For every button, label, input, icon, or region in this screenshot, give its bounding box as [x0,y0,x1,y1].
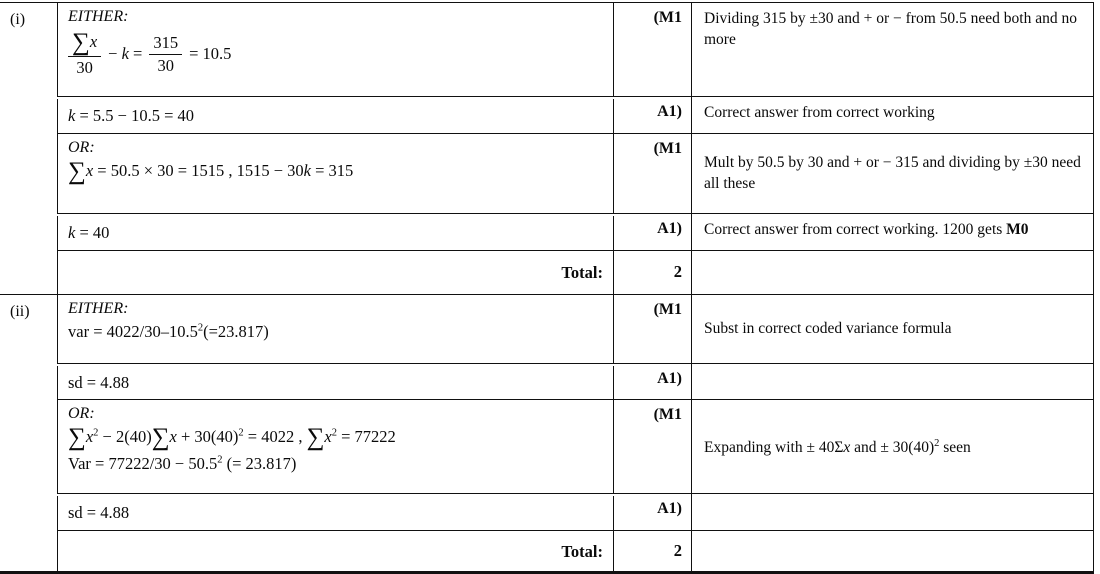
total-row [57,531,1093,571]
comment-cell [692,531,1093,571]
equation-middle: − k = [108,44,142,64]
working-cell [57,3,614,96]
comment-cell [692,134,1093,213]
either-label: EITHER: [68,300,603,318]
working-cell: sd = 4.88 [57,496,614,530]
working-cell: k = 5.5 − 10.5 = 40 [57,99,614,133]
comment-text: Expanding with ± 40Σx and ± $30(40)^2$ seen [704,437,971,459]
section-i-rows [57,3,1093,294]
comment-cell [692,400,1093,493]
part-label-i: (i) [0,3,57,294]
table-row [57,3,1093,97]
working-cell: k = 40 [57,216,614,250]
math-line [68,30,603,78]
fraction-numerator: 315 [149,33,182,55]
comment-cell [692,295,1093,363]
fraction [149,33,182,76]
working-cell [57,134,614,213]
mark-cell: A1) [614,214,692,250]
comment-cell: Correct answer from correct working [692,97,1093,133]
math-line: $\sum x^2 - 2(40)\sum x + 30(40)^2 = 4022$ , $\sum x^2 = 77222$ [68,425,603,450]
working-cell: sd = 4.88 [57,366,614,400]
fraction-numerator [68,30,101,57]
section-part-i [0,3,1093,295]
math-line: ∑x = 50.5 × 30 = 1515 , 1515 − 30k = 315 [68,159,603,184]
mark-cell: (M1 [614,295,692,363]
comment-cell [692,364,1093,400]
total-value: 2 [614,251,692,294]
fraction-denominator: 30 [68,57,101,78]
mark-scheme-table [0,2,1094,574]
comment-text: Subst in correct coded variance formula [704,319,951,340]
working-cell [57,295,614,363]
or-label: OR: [68,405,603,423]
table-row [57,400,1093,494]
table-row [57,295,1093,364]
mark-cell: A1) [614,494,692,530]
comment-text: Mult by 50.5 by 30 and + or − 315 and dividing by ±30 need all these [704,153,1083,195]
table-row [57,134,1093,214]
or-label: OR: [68,139,603,157]
mark-cell: (M1 [614,134,692,213]
comment-cell: Dividing 315 by ±30 and + or − from 50.5 need both and no more [692,3,1093,96]
total-label: Total: [57,531,614,571]
mark-cell: A1) [614,97,692,133]
section-ii-rows [57,295,1093,572]
sigma-symbol: ∑ [72,29,90,56]
mark-cell: A1) [614,364,692,400]
comment-cell: Correct answer from correct working. 1200 gets M0 [692,214,1093,250]
fraction [68,30,101,78]
part-label-ii: (ii) [0,295,57,572]
variable-x: x [90,32,97,51]
table-row [57,494,1093,531]
mark-cell: (M1 [614,3,692,96]
mark-cell: (M1 [614,400,692,493]
equation-result: = 10.5 [189,44,231,64]
math-line: Var = $77222/30 - 50.5^2$ (= 23.817) [68,452,603,477]
total-row [57,251,1093,294]
fraction-denominator: 30 [149,55,182,76]
comment-cell [692,494,1093,530]
working-cell [57,400,614,493]
total-value: 2 [614,531,692,571]
comment-cell [692,251,1093,294]
either-label: EITHER: [68,8,603,26]
math-line: var = $4022/30-10.5^2(=23.817)$ [68,320,603,345]
table-row [57,97,1093,134]
section-part-ii [0,295,1093,574]
table-row [57,214,1093,251]
table-row [57,364,1093,401]
total-label: Total: [57,251,614,294]
